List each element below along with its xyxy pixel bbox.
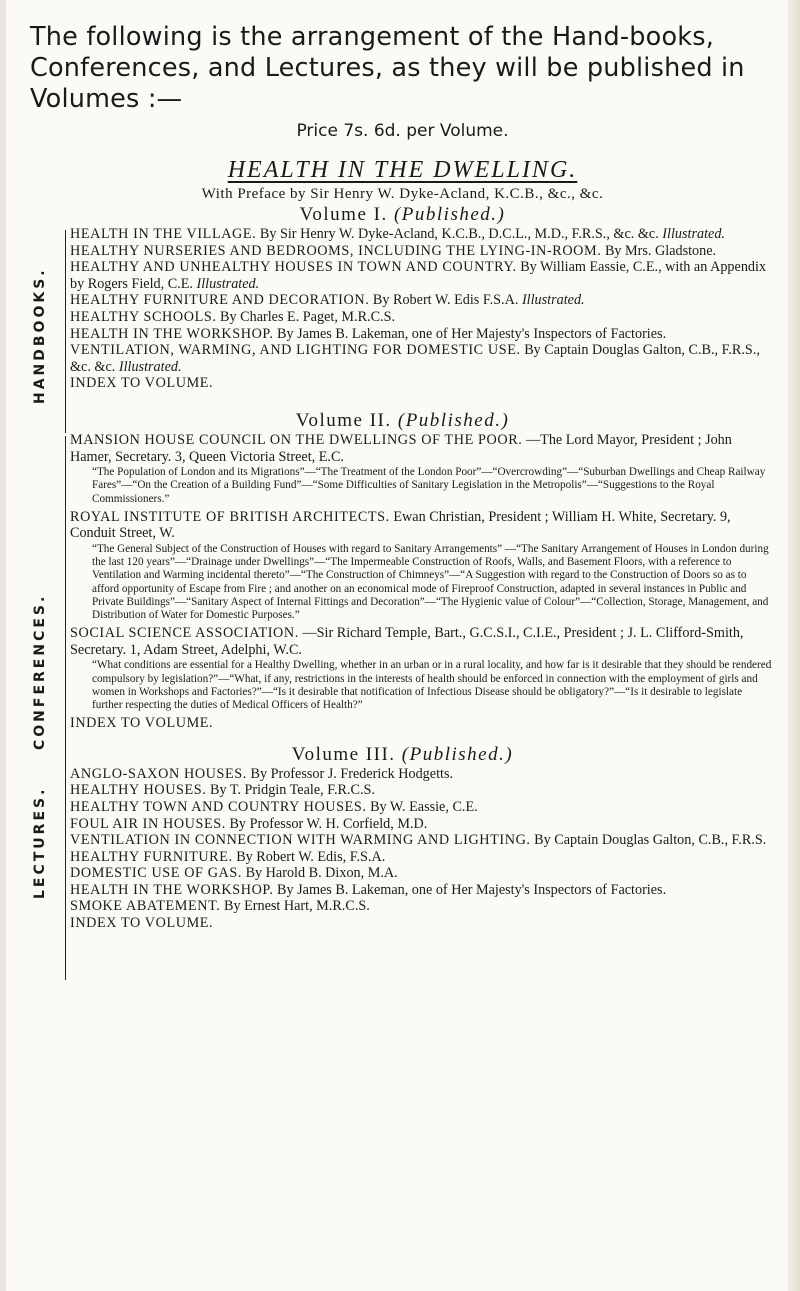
document-page: [30, 22, 775, 932]
volume-2-entries: [70, 432, 775, 732]
entry-title: HEALTHY FURNITURE.: [70, 848, 233, 865]
entry-detail: By Mrs. Gladstone.: [604, 242, 717, 259]
entry-title: HEALTH IN THE WORKSHOP.: [70, 881, 274, 898]
entry-title: HEALTHY AND UNHEALTHY HOUSES IN TOWN AND COUNTRY.: [70, 259, 517, 276]
volume-2-heading: [30, 410, 775, 432]
entry-detail: By Ernest Hart, M.R.C.S.: [223, 898, 370, 915]
entry-detail: By Captain Douglas Galton, C.B., F.R.S., &c. &c.: [70, 342, 760, 375]
entry-title: HEALTHY NURSERIES AND BEDROOMS, INCLUDING THE LYING-IN-ROOM.: [70, 242, 602, 259]
volume-1-entry: [70, 309, 775, 326]
volume-2-section: [30, 409, 775, 750]
volume-3-entry: [70, 865, 775, 882]
volume-1-heading: [30, 204, 775, 226]
entry-title: FOUL AIR IN HOUSES.: [70, 815, 226, 832]
entry-title: ANGLO-SAXON HOUSES.: [70, 765, 247, 782]
entry-note: Illustrated.: [662, 226, 725, 242]
entry-detail: By Robert W. Edis, F.S.A.: [236, 848, 386, 865]
entry-topics: “The General Subject of the Construction of Houses with regard to Sanitary Arrangements” —“The Sanitary Arrangement of Houses in London during the last 120 years”—“Drainage under Dwellings”—“The Impermeable Construction of Roofs, Walls, and Basement Floors, with a reference to Ventilation and Warming incidental thereto”—“The Construction of Chimneys”—“A Suggestion with regard to the Construction of Doors so as to afford opportunity of Escape from Fire ; and another on an economical mode of Fireproof Construction, adapted in several instances in Public and Private Buildings”—“Sanitary Aspect of Internal Fittings and Decoration”—“The Hygienic value of Colour”—“Collection, Storage, Management, and Distribution of Water for Domestic Purposes.”: [92, 542, 769, 621]
volume-1-entry: [70, 375, 775, 392]
volume-3-entry: [70, 782, 775, 799]
volume-3-entry: [70, 816, 775, 833]
entry-note: Illustrated.: [118, 358, 182, 375]
entry-detail: By T. Pridgin Teale, F.R.C.S.: [209, 782, 375, 799]
volume-3-entries: [70, 766, 775, 932]
volume-1-entry: [70, 326, 775, 343]
volume-1-entry: [70, 226, 775, 243]
volume-1-section: [30, 204, 775, 404]
volume-1-entries: [70, 226, 775, 392]
entry-title: MANSION HOUSE COUNCIL ON THE DWELLINGS OF THE POOR.: [70, 431, 523, 448]
volume-3-entry: [70, 849, 775, 866]
volume-2-entry: [70, 509, 775, 542]
entry-detail: By Professor W. H. Corfield, M.D.: [229, 815, 428, 832]
entry-note: Illustrated.: [196, 275, 260, 292]
entry-title: ROYAL INSTITUTE OF BRITISH ARCHITECTS.: [70, 508, 390, 525]
entry-detail: By W. Eassie, C.E.: [370, 798, 478, 815]
entry-detail: By Charles E. Paget, M.R.C.S.: [220, 308, 396, 325]
entry-detail: Ewan Christian, President ; William H. White, Secretary. 9, Conduit Street, W.: [70, 508, 731, 542]
entry-title: VENTILATION IN CONNECTION WITH WARMING AND LIGHTING.: [70, 832, 531, 849]
volume-1-entry: [70, 243, 775, 260]
entry-detail: By William Eassie, C.E., with an Appendix by Rogers Field, C.E.: [70, 259, 767, 292]
entry-detail: —Sir Richard Temple, Bart., G.C.S.I., C.I.E., President ; J. L. Clifford-Smith, Secretary. 1, Adam Street, Adelphi, W.C.: [70, 625, 744, 658]
volume-2-entry: [70, 715, 775, 732]
entry-detail: By James B. Lakeman, one of Her Majesty's Inspectors of Factories.: [277, 881, 667, 898]
entry-title: SOCIAL SCIENCE ASSOCIATION.: [70, 625, 299, 642]
preface-line: With Preface by Sir Henry W. Dyke-Acland, K.C.B., &c., &c.: [201, 186, 604, 202]
series-title: HEALTH IN THE DWELLING.: [227, 157, 578, 183]
entry-detail: By Captain Douglas Galton, C.B., F.R.S.: [534, 832, 767, 849]
volume-1-status: (Published.): [393, 204, 506, 225]
volume-1-entry: [70, 292, 775, 309]
volume-1-entry: [70, 342, 775, 375]
volume-3-label: Volume III.: [291, 743, 396, 765]
entry-detail: By Sir Henry W. Dyke-Acland, K.C.B., D.C.L., M.D., F.R.S., &c. &c.: [259, 226, 659, 242]
volume-1-entry: [70, 259, 775, 292]
entry-detail: By Robert W. Edis F.S.A.: [372, 292, 519, 309]
price-line: Price 7s. 6d. per Volume.: [296, 121, 509, 141]
entry-title: HEALTH IN THE VILLAGE.: [70, 226, 257, 242]
volume-3-heading: [30, 744, 775, 766]
entry-title: HEALTHY HOUSES.: [70, 782, 207, 799]
entry-title: HEALTHY TOWN AND COUNTRY HOUSES.: [70, 798, 367, 815]
entry-title: INDEX TO VOLUME.: [70, 915, 214, 932]
volume-3-entry: [70, 915, 775, 932]
volume-3-entry: [70, 882, 775, 899]
entry-detail: By James B. Lakeman, one of Her Majesty's Inspectors of Factories.: [277, 325, 667, 342]
volume-3-entry: [70, 766, 775, 783]
page-edge-right: [788, 0, 800, 1291]
volume-2-status: (Published.): [397, 409, 510, 431]
entry-title: VENTILATION, WARMING, AND LIGHTING FOR DOMESTIC USE.: [70, 342, 521, 359]
volume-2-entry: [70, 432, 775, 465]
volume-3-entry: [70, 799, 775, 816]
volume-3-entry: [70, 832, 775, 849]
entry-title: DOMESTIC USE OF GAS.: [70, 865, 243, 882]
entry-title: HEALTHY SCHOOLS.: [70, 308, 217, 325]
entry-topics: “The Population of London and its Migrations”—“The Treatment of the London Poor”—“Overcrowding”—“Suburban Dwellings and Cheap Railway Fares”—“On the Creation of a Building Fund”—“Some Difficulties of Sanitary Legislation in the Metropolis”—“Suggestions to the Royal Commissioners.”: [92, 466, 766, 505]
entry-topics: “What conditions are essential for a Healthy Dwelling, whether in an urban or in a rural locality, and how far is it desirable that they should be rendered compulsory by legislation?”—“What, if any, restrictions in the interests of health should be enforced in connection with the employment of girls and women in Workshops and Factories?”—“Is it desirable that notification of Infectious Disease should be obligatory?”—“Is it desirable to legislate further respecting the duties of Medical Officers of Health?”: [92, 659, 772, 711]
volume-3-brace: [65, 770, 66, 980]
intro-paragraph: The following is the arrangement of the Hand-books, Conferences, and Lectures, as they will be published in Volumes :—: [30, 22, 745, 114]
entry-detail: By Professor J. Frederick Hodgetts.: [250, 765, 454, 782]
entry-title: HEALTHY FURNITURE AND DECORATION.: [70, 292, 370, 309]
volume-3-status: (Published.): [401, 743, 514, 765]
entry-title: INDEX TO VOLUME.: [70, 715, 214, 732]
volume-2-label: Volume II.: [295, 409, 392, 431]
entry-note: Illustrated.: [521, 292, 585, 309]
volume-3-section: [30, 744, 775, 932]
entry-title: INDEX TO VOLUME.: [70, 375, 214, 392]
volume-1-brace: [65, 230, 66, 433]
page-edge-left: [0, 0, 6, 1291]
entry-detail: —The Lord Mayor, President ; John Hamer, Secretary. 3, Queen Victoria Street, E.C.: [70, 431, 732, 465]
entry-title: HEALTH IN THE WORKSHOP.: [70, 325, 274, 342]
entry-title: SMOKE ABATEMENT.: [70, 898, 221, 915]
volume-2-side-label: CONFERENCES.: [32, 593, 48, 750]
entry-detail: By Harold B. Dixon, M.A.: [245, 865, 398, 882]
volume-1-label: Volume I.: [299, 204, 388, 225]
volume-3-side-label: LECTURES.: [32, 786, 48, 899]
volume-3-entry: [70, 898, 775, 915]
volume-1-side-label: HANDBOOKS.: [32, 267, 48, 404]
volume-2-entry: [70, 625, 775, 658]
